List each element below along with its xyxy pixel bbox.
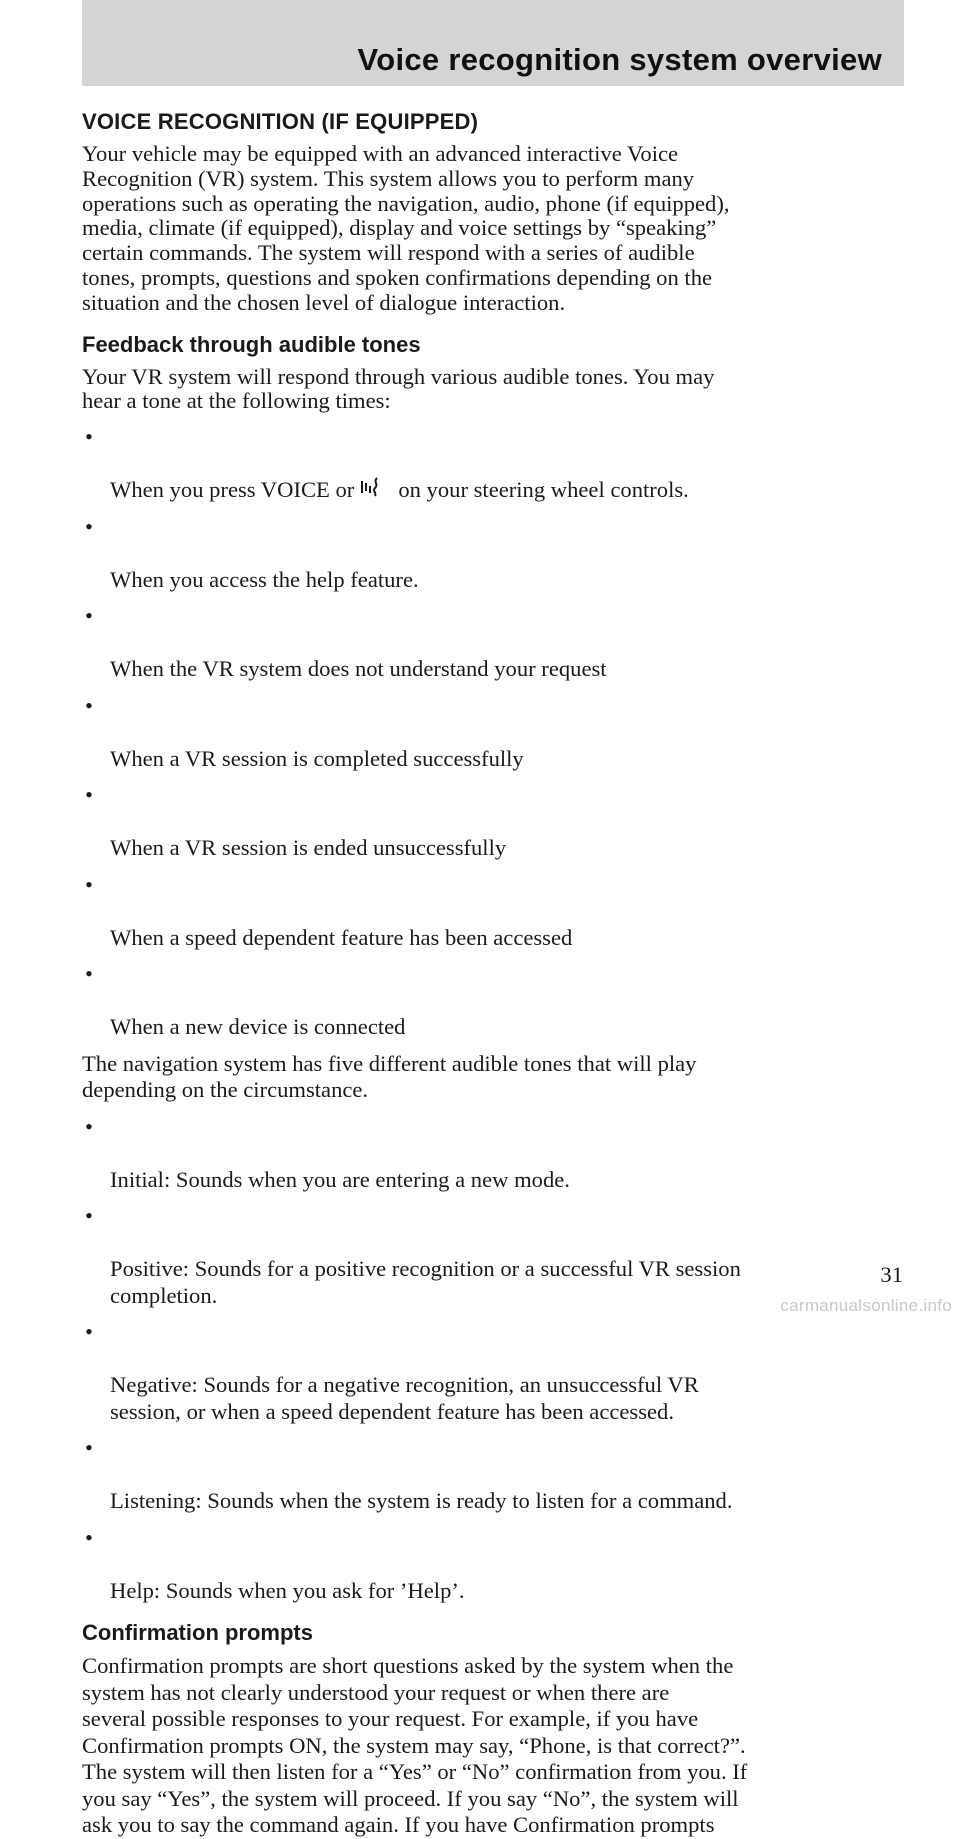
page-header	[82, 0, 904, 86]
list-item-text: When a speed dependent feature has been accessed	[110, 924, 573, 950]
bullet-icon: •	[85, 782, 93, 808]
list-item-text-after: on your steering wheel controls.	[398, 477, 689, 503]
list-item-text: When a VR session is ended unsuccessfully	[110, 835, 507, 861]
bullet-icon: •	[85, 961, 93, 987]
page-number: 31	[880, 1262, 903, 1287]
list-item-text: When the VR system does not understand your request	[110, 656, 607, 682]
list-item-text: Negative: Sounds for a negative recognition, an unsuccessful VR session, or when a speed dependent feature has been accessed.	[110, 1372, 699, 1424]
bullet-icon: •	[85, 1319, 93, 1345]
voice-recognition-paragraph: Your vehicle may be equipped with an advanced interactive Voice Recognition (VR) system. This system allows you to perform many operations such as operating the navigation, audio, phone (if equipped), media, climate (if equipped), display and voice settings by “speaking” certain commands. The system will respond with a series of audible tones, prompts, questions and spoken confirmations depending on the situation and the chosen level of dialogue interaction.	[82, 141, 730, 315]
bullet-icon: •	[85, 424, 93, 450]
list-item-text: Initial: Sounds when you are entering a new mode.	[110, 1166, 570, 1192]
page-header-title: Voice recognition system overview	[357, 42, 882, 77]
list-item-text: Help: Sounds when you ask for ’Help’.	[110, 1577, 465, 1603]
section-heading-confirmation-prompts: Confirmation prompts	[82, 1620, 313, 1646]
list-item-text: When you access the help feature.	[110, 566, 419, 592]
list-item	[82, 424, 904, 504]
list-item	[82, 603, 904, 683]
tone-types-list	[82, 1114, 904, 1605]
bullet-icon: •	[85, 603, 93, 629]
list-item-text: When a VR session is completed successfully	[110, 745, 524, 771]
bullet-icon: •	[85, 1435, 93, 1461]
section-heading-audible-tones: Feedback through audible tones	[82, 331, 421, 357]
list-item	[82, 961, 904, 1041]
voice-button-icon	[358, 477, 394, 499]
section-heading-voice-recognition: VOICE RECOGNITION (IF EQUIPPED)	[82, 109, 479, 134]
tone-times-list	[82, 424, 904, 1041]
list-item	[82, 1203, 904, 1309]
page-content	[82, 107, 904, 1839]
audible-tones-intro: Your VR system will respond through various audible tones. You may hear a tone at the following times:	[82, 363, 715, 414]
list-item	[82, 1114, 904, 1194]
list-item	[82, 1525, 904, 1605]
watermark: carmanualsonline.info	[780, 1296, 952, 1315]
list-item-text: When a new device is connected	[110, 1014, 406, 1040]
bullet-icon: •	[85, 1203, 93, 1229]
bullet-icon: •	[85, 1113, 93, 1139]
list-item	[82, 693, 904, 773]
list-item	[82, 1435, 904, 1515]
list-item-text-before: When you press VOICE or	[110, 477, 355, 503]
bullet-icon: •	[85, 513, 93, 539]
list-item-text: Listening: Sounds when the system is ready to listen for a command.	[110, 1488, 733, 1514]
bullet-icon: •	[85, 1524, 93, 1550]
list-item-text: Positive: Sounds for a positive recognition or a successful VR session completion.	[110, 1256, 741, 1308]
list-item	[82, 872, 904, 952]
bullet-icon: •	[85, 692, 93, 718]
tones-intro-paragraph: The navigation system has five different audible tones that will play depending on the circumstance.	[82, 1050, 697, 1103]
list-item	[82, 514, 904, 594]
confirmation-prompts-paragraph: Confirmation prompts are short questions asked by the system when the system has not clearly understood your request or when there are several possible responses to your request. For example, if you have Confirmation prompts ON, the system may say, “Phone, is that correct?”. The system will then listen for a “Yes” or “No” confirmation from you. If you say “Yes”, the system will proceed. If you say “No”, the system will ask you to say the command again. If you have Confirmation prompts	[82, 1653, 748, 1838]
list-item	[82, 782, 904, 862]
bullet-icon: •	[85, 871, 93, 897]
list-item	[82, 1319, 904, 1425]
